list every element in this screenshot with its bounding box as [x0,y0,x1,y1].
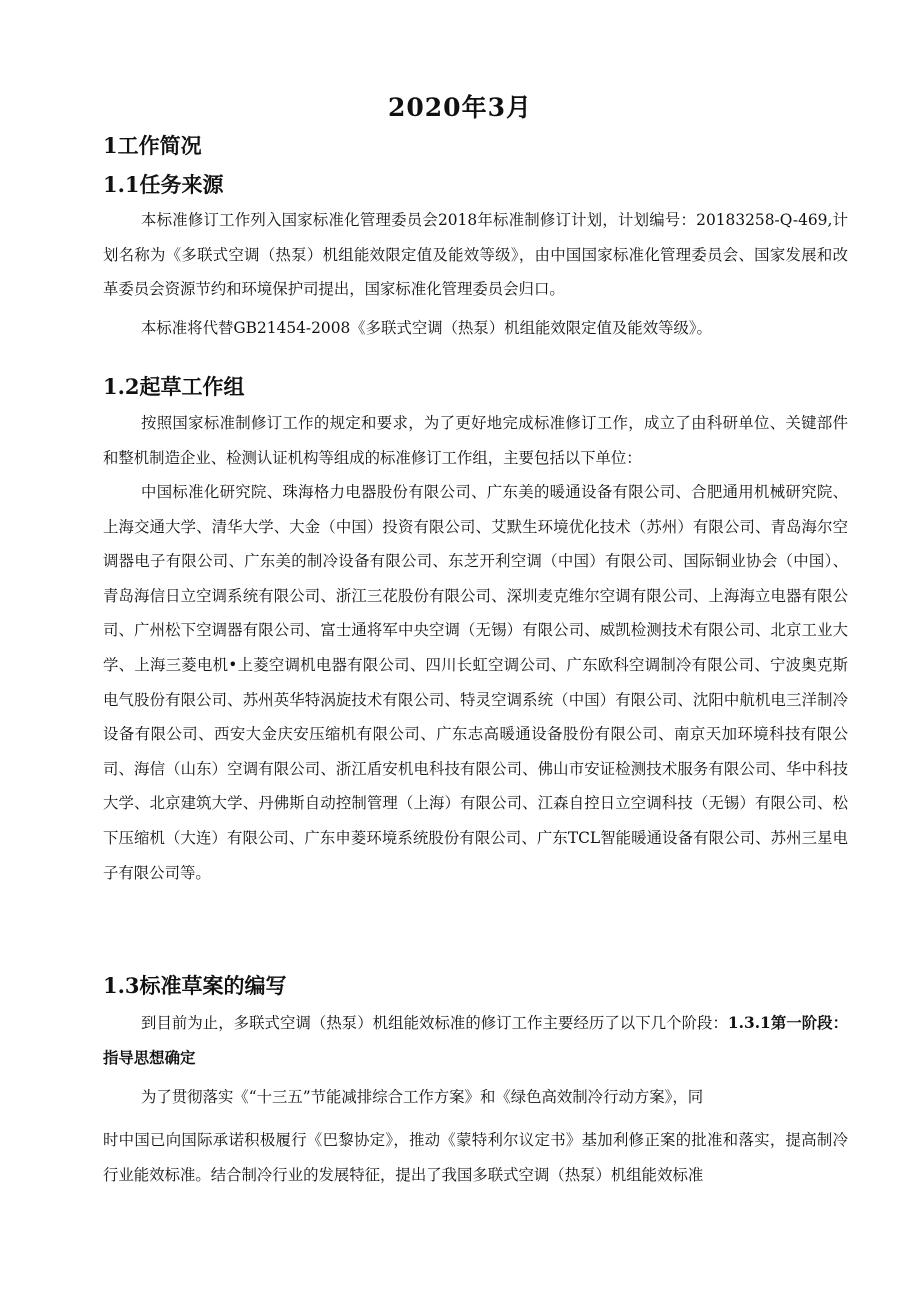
stage-1-heading: 1.3.1第一阶段：指导思想确定 [103,1014,848,1067]
document-date: 2020年3月 [388,93,532,122]
paragraph-policy: 为了贯彻落实《“十三五”节能减排综合工作方案》和《绿色高效制冷行动方案》，同 [141,1088,704,1106]
paragraph-organization-list: 中国标准化研究院、珠海格力电器股份有限公司、广东美的暖通设备有限公司、合肥通用机械研究院、上海交通大学、清华大学、大金（中国）投资有限公司、艾默生环境优化技术（苏州）有限公司、青岛海尔空调器电子有限公司、广东美的制冷设备有限公司、东芝开利空调（中国）有限公司、国际铜业协会（中国）、青岛海信日立空调系统有限公司、浙江三花股份有限公司、深圳麦克维尔空调有限公司、上海海立电器有限公司、广州松下空调器有限公司、富士通将军中央空调（无锡）有限公司、威凯检测技术有限公司、北京工业大学、上海三菱电机•上菱空调机电器有限公司、四川长虹空调公司、广东欧科空调制冷有限公司、宁波奥克斯电气股份有限公司、苏州英华特涡旋技术有限公司、特灵空调系统（中国）有限公司、沈阳中航机电三洋制冷设备有限公司、西安大金庆安压缩机有限公司、广东志高暖通设备股份有限公司、南京天加环境科技有限公司、海信（山东）空调有限公司、浙江盾安机电科技有限公司、佛山市安证检测技术服务有限公司、华中科技大学、北京建筑大学、丹佛斯自动控制管理（上海）有限公司、江森自控日立空调科技（无锡）有限公司、松下压缩机（大连）有限公司、广东申菱环境系统股份有限公司、广东TCL智能暖通设备有限公司、苏州三星电子有限公司等。 [103,483,848,882]
heading-draft-preparation: 1.3标准草案的编写 [103,973,287,998]
heading-task-source: 1.1任务来源 [103,172,224,197]
paragraph-task-source: 本标准修订工作列入国家标准化管理委员会2018年标准制修订计划，计划编号：20183258-Q-469,计划名称为《多联式空调（热泵）机组能效限定值及能效等级》，由中国国家标准化管理委员会、国家发展和改革委员会资源节约和环境保护司提出，国家标准化管理委员会归口。 [103,211,848,299]
paragraph-replacement: 本标准将代替GB21454-2008《多联式空调（热泵）机组能效限定值及能效等级》。 [141,319,712,337]
heading-work-overview: 1工作简况 [103,133,202,158]
stages-text: 到目前为止，多联式空调（热泵）机组能效标准的修订工作主要经历了以下几个阶段： [141,1014,728,1032]
heading-drafting-group: 1.2起草工作组 [103,374,245,399]
paragraph-drafting-intro: 按照国家标准制修订工作的规定和要求，为了更好地完成标准修订工作，成立了由科研单位、关键部件和整机制造企业、检测认证机构等组成的标准修订工作组，主要包括以下单位： [103,414,848,467]
paragraph-stages [103,1006,848,1075]
paragraph-policy-continued: 时中国已向国际承诺积极履行《巴黎协定》，推动《蒙特利尔议定书》基加利修正案的批准和落实，提高制冷行业能效标准。结合制冷行业的发展特征，提出了我国多联式空调（热泵）机组能效标准 [103,1131,848,1184]
